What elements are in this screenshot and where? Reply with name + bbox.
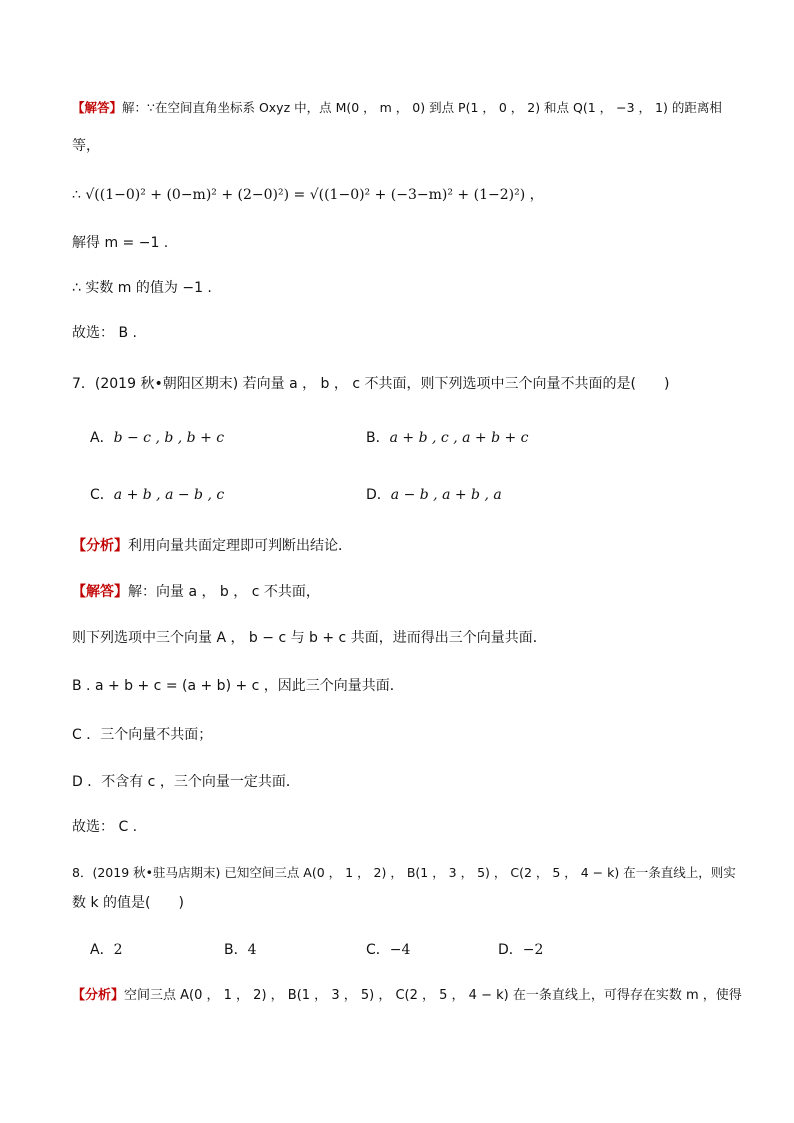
option-text: a − b , a + b , a — [390, 487, 502, 503]
q8-option-b — [224, 940, 257, 960]
option-text: a + b , c , a + b + c — [389, 430, 529, 446]
distance-equation: ∴ √((1−0)² + (0−m)² + (2−0)²) = √((1−0)² + (−3−m)² + (1−2)²) ， — [72, 187, 544, 203]
option-label: C． — [366, 942, 390, 958]
q7-answer-line1 — [72, 582, 320, 602]
q8-option-c — [366, 940, 410, 960]
q7-option-d — [366, 485, 502, 505]
q7-answer-line5: D ．不含有 c ，三个向量一定共面． — [72, 774, 300, 790]
answer6-line2: 等， — [72, 138, 100, 154]
answer-tag: 【解答】 — [72, 100, 123, 115]
option-text: −4 — [389, 942, 411, 958]
q7-choice: 故选： C . — [72, 819, 138, 835]
option-label: A． — [90, 942, 114, 958]
q7-answer-line4: C ．三个向量不共面； — [72, 727, 213, 743]
q7-analysis — [72, 536, 352, 556]
q8-analysis — [72, 986, 742, 1006]
analysis-tag: 【分析】 — [72, 538, 128, 554]
q8-stem-line2: 数 k 的值是( ) — [72, 895, 184, 911]
answer6-line3: 解得 m = −1 . — [72, 235, 169, 251]
option-text: 2 — [113, 942, 123, 958]
answer6-line1 — [72, 98, 722, 118]
q7-answer-line3: B . a + b + c = (a + b) + c ，因此三个向量共面． — [72, 678, 404, 694]
option-text: b − c , b , b + c — [113, 430, 225, 446]
option-label: B． — [224, 942, 248, 958]
q8-option-a — [90, 940, 123, 960]
option-label: D． — [498, 942, 523, 958]
option-label: D． — [366, 487, 391, 503]
q7-answer-line2: 则下列选项中三个向量 A ， b − c 与 b + c 共面，进而得出三个向量共面． — [72, 630, 547, 646]
analysis-text: 空间三点 A(0 ， 1 ， 2) ， B(1 ， 3 ， 5) ， C(2 ， 5 ， 4 − k) 在一条直线上，可得存在实数 m ，使得 — [124, 988, 742, 1003]
option-text: a + b , a − b , c — [113, 487, 225, 503]
q7-option-b — [366, 428, 529, 448]
q8-stem-line1: 8．(2019 秋•驻马店期末) 已知空间三点 A(0 ， 1 ， 2) ， B(1 ， 3 ， 5) ， C(2 ， 5 ， 4 − k) 在一条直线上，则实 — [72, 865, 736, 880]
q7-option-a — [90, 428, 224, 448]
answer-text: 解：向量 a ， b ， c 不共面， — [128, 584, 320, 600]
analysis-tag: 【分析】 — [72, 988, 125, 1003]
q7-option-c — [90, 485, 224, 505]
option-text: 4 — [247, 942, 257, 958]
analysis-text: 利用向量共面定理即可判断出结论． — [128, 538, 352, 554]
answer6-line4: ∴ 实数 m 的值为 −1 . — [72, 280, 212, 296]
answer6-text: 解：∵在空间直角坐标系 Oxyz 中，点 M(0 ， m ， 0) 到点 P(1 ， 0 ， 2) 和点 Q(1 ， −3 ， 1) 的距离相 — [122, 100, 722, 115]
answer-tag: 【解答】 — [72, 584, 128, 600]
option-text: −2 — [522, 942, 544, 958]
q7-stem: 7．(2019 秋•朝阳区期末) 若向量 a ， b ， c 不共面，则下列选项中三个向量不共面的是( ) — [72, 376, 670, 392]
option-label: B． — [366, 430, 390, 446]
option-label: C． — [90, 487, 114, 503]
answer6-choice: 故选： B . — [72, 325, 137, 341]
q8-option-d — [498, 940, 543, 960]
option-label: A． — [90, 430, 114, 446]
